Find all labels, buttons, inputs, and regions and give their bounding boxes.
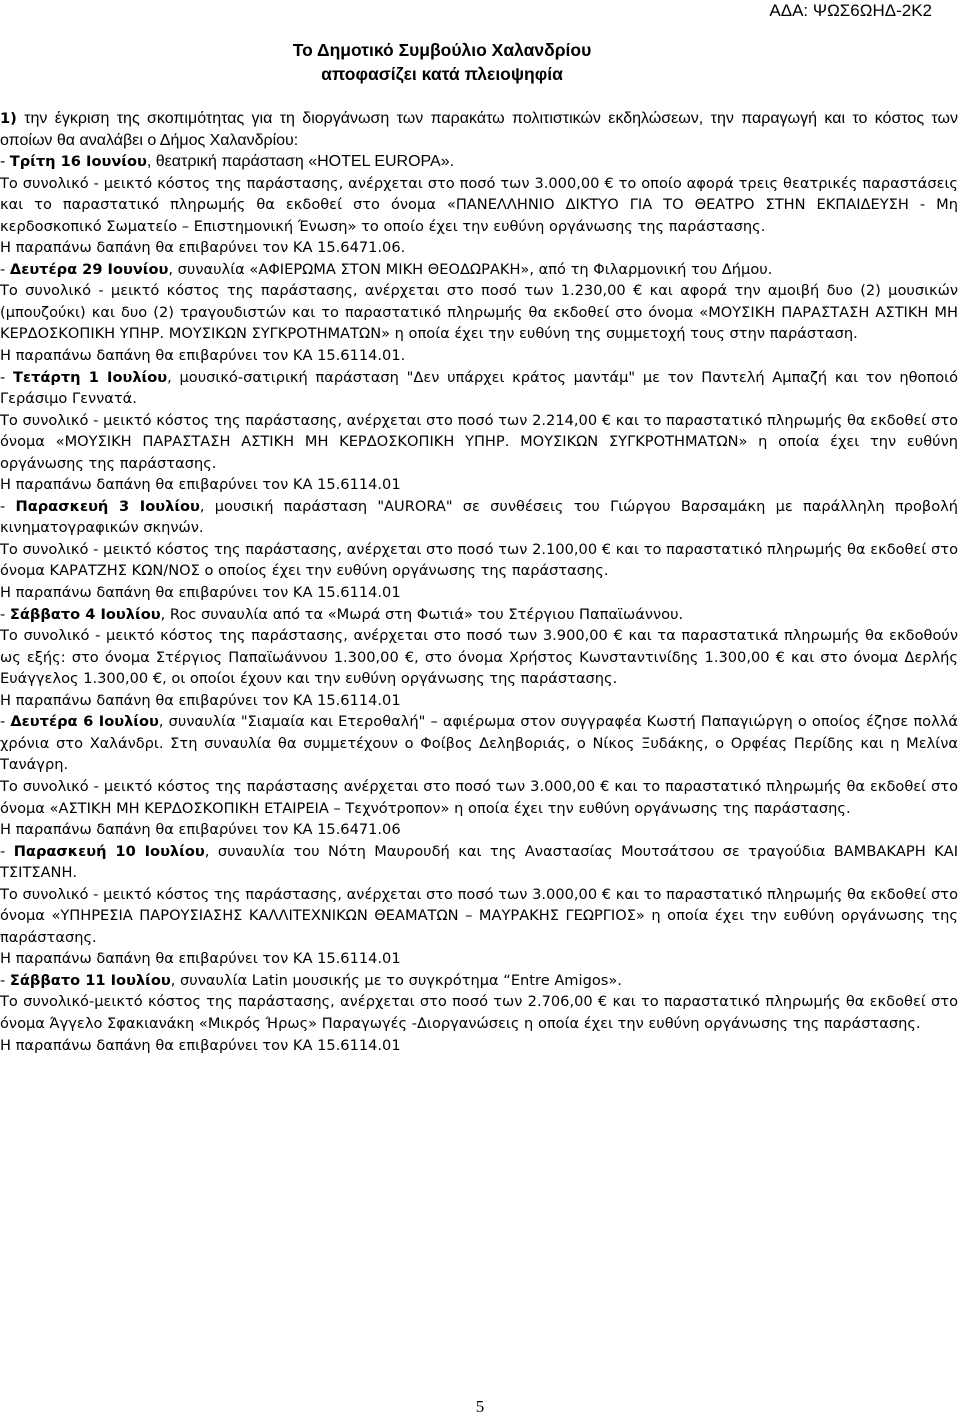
event-6-desc: , συναυλία "Σιαμαία και Ετεροθαλή" – αφιέρωμα στον συγγραφέα Κωστή Παπαγιώργη ο οποίος έζησε πολλά χρόνια στο Χαλάνδρι. Στη συναυλία θα συμμετέχουν ο Φοίβος Δεληβοριάς, ο Νίκος Ξυδάκης, ο Ορφέας Περίδης και η Μελίνα Τανάγρη. — [0, 713, 958, 774]
intro-paragraph — [0, 108, 958, 151]
event-4-desc: , μουσική παράσταση "AURORA" σε συνθέσεις του Γιώργου Βαρσαμάκη με παράλληλη προβολή κινηματογραφικών σκηνών. — [0, 497, 959, 537]
event-8-ka: Η παραπάνω δαπάνη θα επιβαρύνει τον ΚΑ 15.6114.01 — [0, 1036, 401, 1054]
event-7-date: Παρασκευή 10 Ιουλίου — [13, 842, 205, 860]
event-2-title: - Δευτέρα 29 Ιουνίου, συναυλία «ΑΦΙΕΡΩΜΑ ΣΤΟΝ ΜΙΚΗ ΘΕΟΔΩΡΑΚΗ», από τη Φιλαρμονική του Δήμου. — [0, 260, 773, 278]
event-3-date: Τετάρτη 1 Ιουλίου — [12, 368, 168, 386]
event-1-date: Τρίτη 16 Ιουνίου — [9, 153, 147, 171]
event-1-desc: , θεατρική παράσταση «HOTEL EUROPA». — [146, 153, 455, 171]
event-4-date: Παρασκευή 3 Ιουλίου — [15, 497, 200, 515]
event-3-title: - Τετάρτη 1 Ιουλίου, μουσικό-σατιρική παράσταση "Δεν υπάρχει κράτος μαντάμ" με τον Παντελή Αμπαζή και τον ηθοποιό Γεράσιμο Γεννατά. — [0, 368, 959, 408]
event-3-cost: Το συνολικό - μεικτό κόστος της παράστασης, ανέρχεται στο ποσό των 2.214,00 € και το παραστατικό πληρωμής θα εκδοθεί στο όνομα «ΜΟΥΣΙΚΗ ΠΑΡΑΣΤΑΣΗ ΑΣΤΙΚΗ ΜΗ ΚΕΡΔΟΣΚΟΠΙΚΗ ΥΠΗΡ. ΜΟΥΣΙΚΩΝ ΣΥΓΚΡΟΤΗΜΑΤΩΝ» η οποία έχει την ευθύνη οργάνωσης της παράστασης. — [0, 411, 958, 472]
event-7-ka: Η παραπάνω δαπάνη θα επιβαρύνει τον ΚΑ 15.6114.01 — [0, 950, 401, 968]
event-6-date: Δευτέρα 6 Ιουλίου — [10, 713, 159, 731]
event-2-ka: Η παραπάνω δαπάνη θα επιβαρύνει τον ΚΑ 15.6114.01. — [0, 347, 406, 365]
item-number: 1) — [0, 110, 17, 127]
heading-line-2: αποφασίζει κατά πλειοψηφία — [321, 64, 563, 84]
heading-line-1: Το Δημοτικό Συμβούλιο Χαλανδρίου — [292, 40, 592, 60]
event-6-cost: Το συνολικό - μεικτό κόστος της παράστασης ανέρχεται στο ποσό των 3.000,00 € και το παραστατικό πληρωμής θα εκδοθεί στο όνομα «ΑΣΤΙΚΗ ΜΗ ΚΕΡΔΟΣΚΟΠΙΚΗ ΕΤΑΙΡΕΙΑ – Τεχνότροπον» η οποία έχει την ευθύνη οργάνωσης της παράστασης. — [0, 777, 958, 817]
event-7-cost: Το συνολικό - μεικτό κόστος της παράστασης, ανέρχεται στο ποσό των 3.000,00 € και το παραστατικό πληρωμής θα εκδοθεί στο όνομα «ΥΠΗΡΕΣΙΑ ΠΑΡΟΥΣΙΑΣΗΣ ΚΑΛΛΙΤΕΧΝΙΚΩΝ ΘΕΑΜΑΤΩΝ – ΜΑΥΡΑΚΗΣ ΓΕΩΡΓΙΟΣ» η οποία έχει την ευθύνη οργάνωσης της παράστασης. — [0, 885, 958, 946]
event-3-ka: Η παραπάνω δαπάνη θα επιβαρύνει τον ΚΑ 15.6114.01 — [0, 476, 401, 494]
event-2-cost: Το συνολικό - μεικτό κόστος της παράστασης, ανέρχεται στο ποσό των 1.230,00 € και αφορά την αμοιβή δυο (2) μουσικών (μπουζούκι) και δυο (2) τραγουδιστών και το παραστατικό πληρωμής θα εκδοθεί στο όνομα «ΜΟΥΣΙΚΗ ΠΑΡΑΣΤΑΣΗ ΑΣΤΙΚΗ ΜΗ ΚΕΡΔΟΣΚΟΠΙΚΗ ΥΠΗΡ. ΜΟΥΣΙΚΩΝ ΣΥΓΚΡΟΤΗΜΑΤΩΝ» η οποία έχει την ευθύνη της συμμετοχή τους στην παράσταση. — [0, 282, 958, 343]
event-4-title: - Παρασκευή 3 Ιουλίου, μουσική παράσταση "AURORA" σε συνθέσεις του Γιώργου Βαρσαμάκη με παράλληλη προβολή κινηματογραφικών σκηνών. — [0, 497, 959, 537]
event-4-cost: Το συνολικό - μεικτό κόστος της παράστασης, ανέρχεται στο ποσό των 2.100,00 € και το παραστατικό πληρωμής θα εκδοθεί στο όνομα ΚΑΡΑΤΖΗΣ ΚΩΝ/ΝΟΣ ο οποίος έχει την ευθύνη οργάνωσης της παράστασης. — [0, 540, 958, 580]
ada-code: ΑΔΑ: ΨΩΣ6ΩΗΔ-2Κ2 — [769, 1, 932, 20]
event-2-date: Δευτέρα 29 Ιουνίου — [9, 260, 169, 278]
event-4-ka: Η παραπάνω δαπάνη θα επιβαρύνει τον ΚΑ 15.6114.01 — [0, 584, 401, 602]
event-5-ka: Η παραπάνω δαπάνη θα επιβαρύνει τον ΚΑ 15.6114.01 — [0, 691, 401, 709]
decision-body — [0, 108, 958, 1056]
event-1-ka: Η παραπάνω δαπάνη θα επιβαρύνει τον ΚΑ 15.6471.06. — [0, 239, 406, 257]
event-5-cost: Το συνολικό - μεικτό κόστος της παράστασης, ανέρχεται στο ποσό των 3.900,00 € και τα παραστατικά πληρωμής θα εκδοθούν ως εξής: στο όνομα Στέργιος Παπαϊωάννου 1.300,00 €, στο όνομα Χρήστος Κωνσταντινίδης 1.300,00 € και στο όνομα Δερλής Ευάγγελος 1.300,00 €, οι οποίοι έχουν και την ευθύνη οργάνωσης της παράστασης. — [0, 627, 958, 688]
event-6-title: - Δευτέρα 6 Ιουλίου, συναυλία "Σιαμαία και Ετεροθαλή" – αφιέρωμα στον συγγραφέα Κωστή Παπαγιώργη ο οποίος έζησε πολλά χρόνια στο Χαλάνδρι. Στη συναυλία θα συμμετέχουν ο Φοίβος Δεληβοριάς, ο Νίκος Ξυδάκης, ο Ορφέας Περίδης και η Μελίνα Τανάγρη. — [0, 713, 958, 774]
event-3-desc: , μουσικό-σατιρική παράσταση "Δεν υπάρχει κράτος μαντάμ" με τον Παντελή Αμπαζή και τον ηθοποιό Γεράσιμο Γεννατά. — [0, 368, 959, 408]
event-7-title: - Παρασκευή 10 Ιουλίου, συναυλία του Νότη Μαυρουδή και της Αναστασίας Μουτσάτσου σε τραγούδια ΒΑΜΒΑΚΑΡΗ ΚΑΙ ΤΣΙΤΣΑΝΗ. — [0, 842, 958, 882]
event-8-date: Σάββατο 11 Ιουλίου — [9, 971, 171, 989]
event-2-desc: , συναυλία «ΑΦΙΕΡΩΜΑ ΣΤΟΝ ΜΙΚΗ ΘΕΟΔΩΡΑΚΗ», από τη Φιλαρμονική του Δήμου. — [168, 260, 773, 278]
event-8-desc: , συναυλία Latin μουσικής με το συγκρότημα “Entre Amigos». — [170, 971, 622, 989]
event-1-cost: Το συνολικό - μεικτό κόστος της παράστασης, ανέρχεται στο ποσό των 3.000,00 € το οποίο αφορά τρεις θεατρικές παραστάσεις και το παραστατικό πληρωμής θα εκδοθεί στο όνομα «ΠΑΝΕΛΛΗΝΙΟ ΔΙΚΤΥΟ ΓΙΑ ΤΟ ΘΕΑΤΡΟ ΣΤΗΝ ΕΚΠΑΙΔΕΥΣΗ - Μη κερδοσκοπικό Σωματείο – Επιστημονική Ένωση» το οποίο έχει την ευθύνη οργάνωσης της παράστασης. — [0, 174, 958, 235]
event-8-title: - Σάββατο 11 Ιουλίου, συναυλία Latin μουσικής με το συγκρότημα “Entre Amigos». — [0, 971, 622, 989]
decision-heading — [232, 38, 652, 86]
event-7-desc: , συναυλία του Νότη Μαυρουδή και της Αναστασίας Μουτσάτσου σε τραγούδια ΒΑΜΒΑΚΑΡΗ ΚΑΙ ΤΣΙΤΣΑΝΗ. — [0, 842, 958, 882]
event-6-ka: Η παραπάνω δαπάνη θα επιβαρύνει τον ΚΑ 15.6471.06 — [0, 821, 401, 839]
event-5-title: - Σάββατο 4 Ιουλίου, Roc συναυλία από τα «Μωρά στη Φωτιά» του Στέργιου Παπαϊωάννου. — [0, 605, 684, 623]
page-number: 5 — [475, 1397, 485, 1416]
intro-text: την έγκριση της σκοπιμότητας για τη διοργάνωση των παρακάτω πολιτιστικών εκδηλώσεων, την παραγωγή και το κόστος των οποίων θα αναλάβει ο Δήμος Χαλανδρίου: — [0, 110, 958, 149]
event-8-cost: Το συνολικό-μεικτό κόστος της παράστασης, ανέρχεται στο ποσό των 2.706,00 € και το παραστατικό πληρωμής θα εκδοθεί στο όνομα Άγγελο Σφακιανάκη «Μικρός Ήρως» Παραγωγές -Διοργανώσεις η οποία έχει την ευθύνη οργάνωσης της παράστασης. — [0, 993, 958, 1032]
event-5-date: Σάββατο 4 Ιουλίου — [9, 605, 161, 623]
event-5-desc: , Roc συναυλία από τα «Μωρά στη Φωτιά» του Στέργιου Παπαϊωάννου. — [160, 605, 684, 623]
event-1-title: - Τρίτη 16 Ιουνίου, θεατρική παράσταση «HOTEL EUROPA». — [0, 153, 455, 171]
